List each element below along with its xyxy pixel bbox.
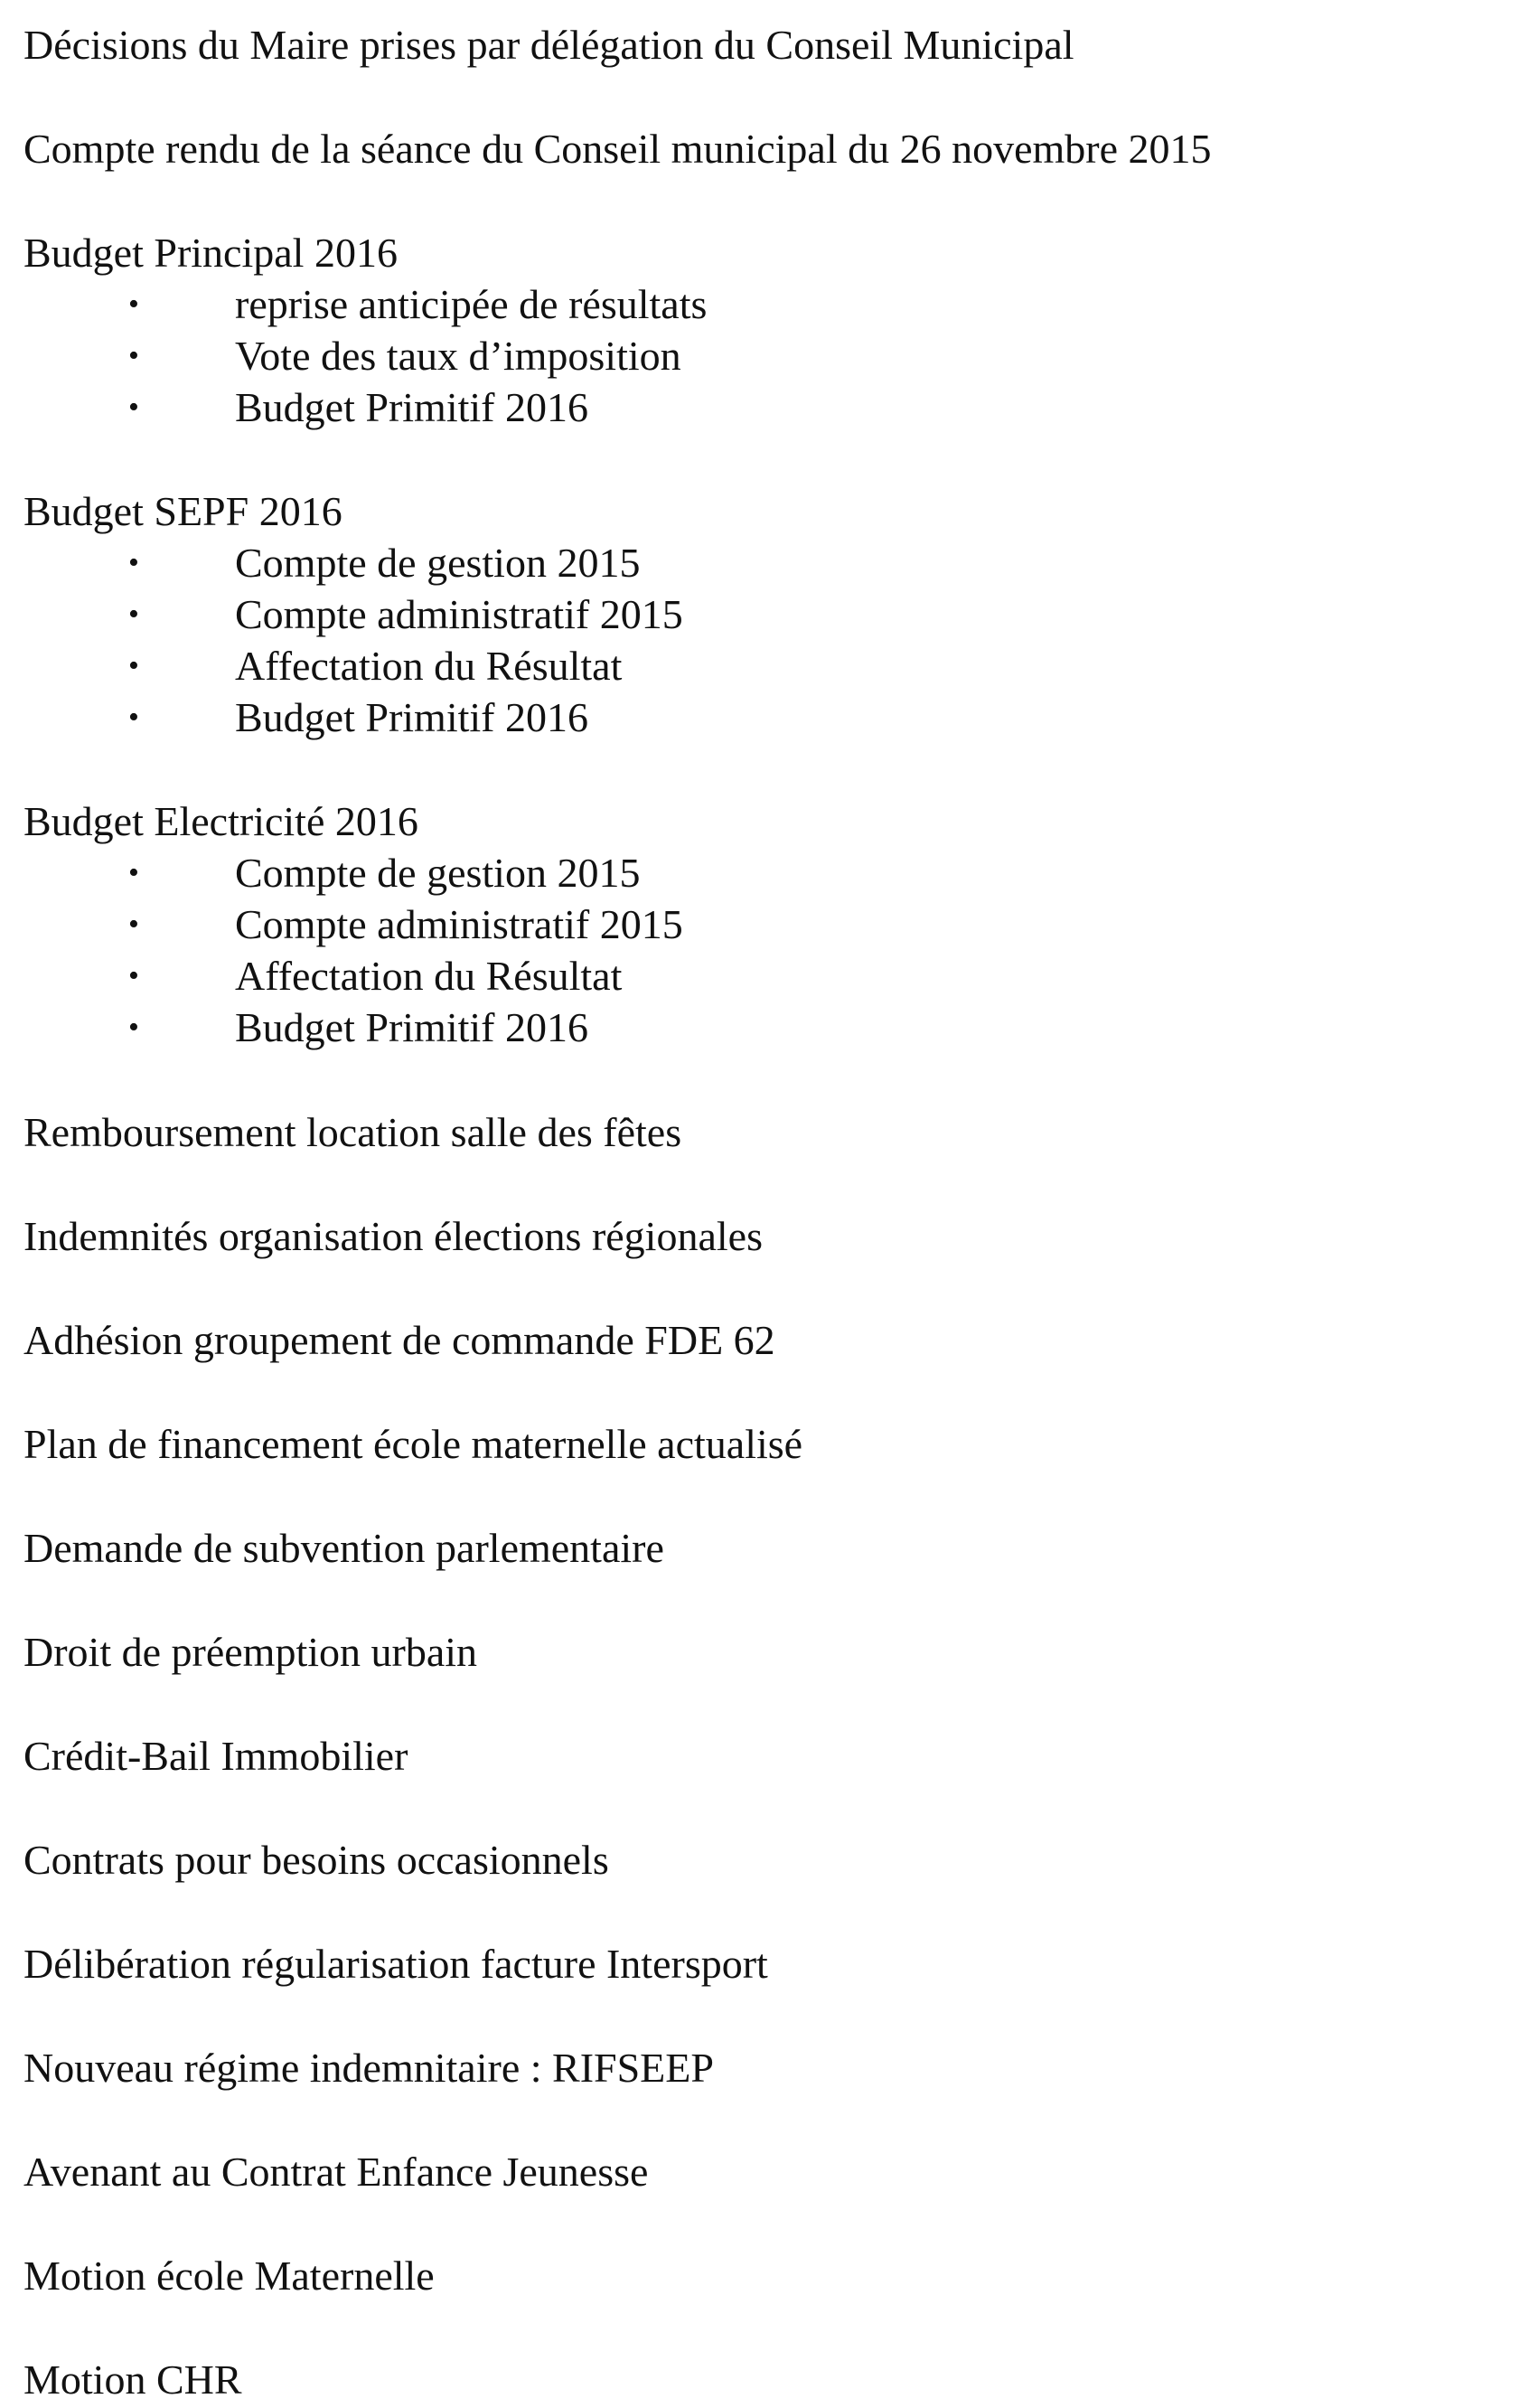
bullet-item	[128, 641, 622, 691]
item-motion-ecole: Motion école Maternelle	[23, 2253, 435, 2299]
bullet-label: Affectation du Résultat	[235, 643, 623, 689]
bullet-label: Compte administratif 2015	[235, 591, 683, 637]
item-regime-indemnitaire: Nouveau régime indemnitaire : RIFSEEP	[23, 2045, 714, 2091]
heading-budget-electricite: Budget Electricité 2016	[23, 798, 418, 844]
bullet-label: Compte de gestion 2015	[235, 540, 641, 586]
item-droit-preemption: Droit de préemption urbain	[23, 1629, 478, 1675]
bullet-label: Compte administratif 2015	[235, 901, 683, 947]
bullet-icon: •	[128, 597, 139, 631]
item-subvention: Demande de subvention parlementaire	[23, 1525, 664, 1571]
bullet-item	[128, 899, 683, 950]
bullet-icon: •	[128, 1011, 139, 1044]
bullet-item	[128, 692, 588, 743]
bullet-item	[128, 279, 707, 330]
bullet-label: Affectation du Résultat	[235, 953, 623, 999]
bullet-item	[128, 951, 622, 1002]
bullet-icon: •	[128, 339, 139, 372]
item-indemnites-elections: Indemnités organisation élections régionales	[23, 1213, 763, 1259]
item-contrats: Contrats pour besoins occasionnels	[23, 1837, 609, 1883]
bullet-icon: •	[128, 701, 139, 734]
bullet-label: Vote des taux d’imposition	[235, 333, 681, 379]
bullet-label: reprise anticipée de résultats	[235, 281, 708, 327]
item-adhesion-fde: Adhésion groupement de commande FDE 62	[23, 1317, 775, 1363]
item-compte-rendu: Compte rendu de la séance du Conseil municipal du 26 novembre 2015	[23, 126, 1212, 172]
bullet-label: Budget Primitif 2016	[235, 384, 588, 430]
bullet-item	[128, 538, 640, 588]
item-remboursement: Remboursement location salle des fêtes	[23, 1109, 682, 1155]
bullet-icon: •	[128, 856, 139, 889]
bullet-icon: •	[128, 287, 139, 321]
item-credit-bail: Crédit-Bail Immobilier	[23, 1733, 408, 1779]
heading-budget-principal: Budget Principal 2016	[23, 230, 398, 276]
bullet-icon: •	[128, 390, 139, 424]
item-decisions-maire: Décisions du Maire prises par délégation du Conseil Municipal	[23, 22, 1074, 68]
bullet-label: Budget Primitif 2016	[235, 1004, 588, 1050]
bullet-item	[128, 382, 588, 433]
bullet-icon: •	[128, 546, 139, 579]
bullet-icon: •	[128, 959, 139, 992]
item-plan-financement: Plan de financement école maternelle actualisé	[23, 1421, 803, 1467]
item-avenant: Avenant au Contrat Enfance Jeunesse	[23, 2149, 649, 2195]
bullet-icon: •	[128, 908, 139, 941]
bullet-item	[128, 1002, 588, 1053]
bullet-item	[128, 848, 640, 898]
bullet-icon: •	[128, 649, 139, 682]
item-motion-chr: Motion CHR	[23, 2356, 242, 2403]
item-deliberation: Délibération régularisation facture Intersport	[23, 1941, 768, 1987]
bullet-label: Budget Primitif 2016	[235, 694, 588, 740]
bullet-item	[128, 589, 683, 640]
bullet-item	[128, 331, 681, 381]
bullet-label: Compte de gestion 2015	[235, 850, 641, 896]
heading-budget-sepf: Budget SEPF 2016	[23, 488, 342, 534]
